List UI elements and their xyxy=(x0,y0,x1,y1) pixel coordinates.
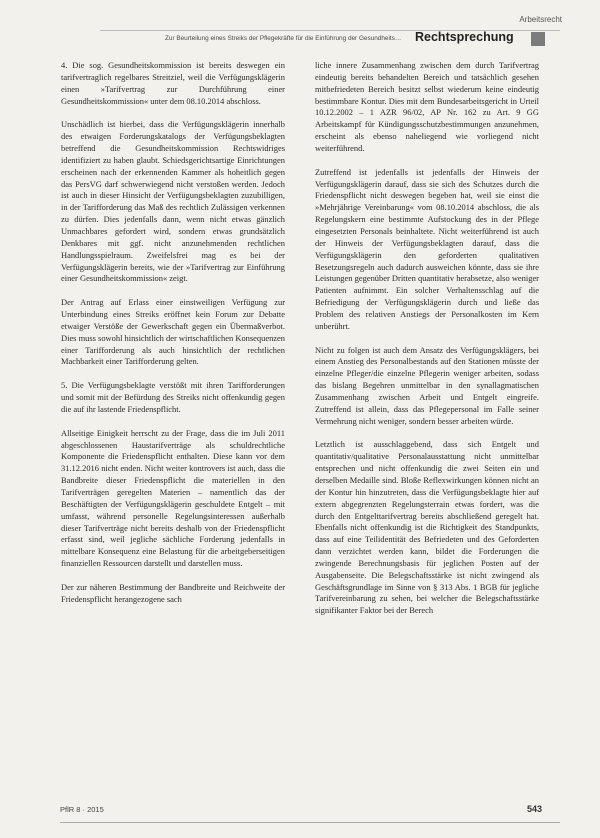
paragraph: 4. Die sog. Gesundheitskommission ist bereits deswegen ein tarifvertraglich regelbares Streitziel, weil die Verfügungsklägerin einen »Tarifvertrag zur Durchführung einer Gesundheitskommission« unter dem 08.10.2014 abschloss. xyxy=(61,60,285,106)
paragraph: Nicht zu folgen ist auch dem Ansatz des Verfügungsklägers, bei einem Anstieg des Personalbestands auf den Stationen müsste der einzelne Pfleger/die einzelne Pflegerin weniger arbeiten, sodass das bislang Begehren unmittelbar in den synallagmatischen Zusammenhang zwischen Arbeit und Entgelt eingreife. Zutreffend ist allein, dass das Pflegepersonal im Falle seiner Vermehrung nicht weniger, sondern besser arbeiten würde. xyxy=(315,344,539,426)
section-marker xyxy=(531,32,545,46)
paragraph: 5. Die Verfügungsbeklagte verstößt mit ihren Tarifforderungen und somit mit der Befürdung des Streiks nicht offenkundig gegen die auf ihr lastende Friedenspflicht. xyxy=(61,380,285,414)
paragraph: Allseitige Einigkeit herrscht zu der Frage, dass die im Juli 2011 abgeschlossenen Haustarifverträge als schuldrechtliche Komponente die Friedenspflicht enthalten. Diese kann vor dem 31.12.2016 nicht enden. Nicht weiter kontrovers ist auch, dass die Bandbreite dieser Friedenspflicht die materiellen in den Tarifverträgen geregelten Materien – namentlich das der Beschäftigten der Verfügungsklägerin geschuldete Entgelt – mit umfasst, während personelle Regelungsinteressen außerhalb dieser Tarifverträge nicht bereits deshalb von der Friedenspflicht erfasst sind, weil jegliche sächliche Forderung jedenfalls in mittelbare Konsequenz eine Belastung für die arbeitgeberseitigen finanziellen Ressourcen darstellt und darstellen muss. xyxy=(61,427,285,569)
footer-rule xyxy=(60,822,560,823)
running-head: Zur Beurteilung eines Streiks der Pflegekräfte für die Einführung der Gesundheits… xyxy=(165,35,402,42)
right-column xyxy=(315,60,539,629)
page-number: 543 xyxy=(526,804,542,814)
left-column xyxy=(61,60,285,618)
paragraph: Der Antrag auf Erlass einer einstweiligen Verfügung zur Unterbindung eines Streiks eröffnet kein Forum zur Debatte etwaiger Verstöße der Gewerkschaft gegen ein Übermaßverbot. Dies muss sowohl hinsichtlich der wirtschaftlichen Konsequenzen einer Tarifforderung als auch hinsichtlich der rechtlichen Machbarkeit einer Tarifforderung gelten. xyxy=(61,297,286,367)
paragraph: Letztlich ist ausschlaggebend, dass sich Entgelt und quantitativ/qualitative Personalausstattung nicht unmittelbar entsprechen und nicht offenkundig die zwei Seiten ein und derselben Medaille sind. Bloße Reflexwirkungen können nicht an der Kontur hin hinzutreten, dass die Verfügungsbeklagte hier auf extern abgegrenzten Regelungsterrain etwas fordert, was die durch den Entgelttarifvertrag bereits abschließend geregelt hat. Ebenfalls nicht offenkundig ist die Richtigkeit des Standpunkts, dass auf eine Teilidentität des Befriedeten und des Geforderten dann verzichtet werden kann, bildet die Forderungen die zwingende Berechnungsbasis für jeglichen Posten auf der Ausgabenseite. Die Belegschaftsstärke ist nicht zwingend als Geschäftsgrundlage im Sinne von § 313 Abs. 1 BGB für jegliche Tarifvereinbarung zu sehen, bei welcher die Belegschaftsstärke signifikanter Faktor bei der Berech xyxy=(315,439,539,616)
section-tag: Arbeitsrecht xyxy=(519,15,562,24)
paragraph: Zutreffend ist jedenfalls ist jedenfalls der Hinweis der Verfügungsklägerin darauf, dass sie sich des Schutzes durch die Friedenspflicht nicht deswegen begeben hat, weil sie einst die »Mehrjährige Vereinbarung« vom 08.10.2014 abschloss, die als Regelungskern eine bestimmte Aufstockung des in der Pflege eingesetzten Personals beinhaltete. Nicht weiterführend ist auch der Hinweis der Verfügungsbeklagten darauf, dass die Verfügungsklägerin den geforderten qualitativen Besetzungsregeln auch dadurch ausweichen könnte, dass sie ihre Leistungen gegenüber Dritten quantitativ herabsetze, also weniger Patienten aufnimmt. Ein solcher Verhaltensschlag auf die Befriedigung der Verfügungsklägerin durch und ließe das Problem des relativen Anstiegs der Personalkosten im Kern unberührt. xyxy=(315,166,539,331)
section-title: Rechtsprechung xyxy=(415,30,514,44)
paragraph: Der zur näheren Bestimmung der Bandbreite und Reichweite der Friedenspflicht herangezogene sach xyxy=(61,581,285,604)
journal-citation: PflR 8 · 2015 xyxy=(60,805,104,814)
paragraph: liche innere Zusammenhang zwischen dem durch Tarifvertrag eindeutig bereits behandelten Bereich und tatsächlich gesehen mitbefriedeten Bereich besitzt selbst wiederum keine eindeutig bestimmbare Kontur. Dies mit dem Bundesarbeitsgericht in Urteil 10.12.2002 – 1 AZR 96/02, AP Nr. 162 zu Art. 9 GG Arbeitskampf für Kündigungsschutzbestimmungen anzunehmen, erscheint als ebenso naheliegend wie vorliegend nicht weiterführend. xyxy=(315,60,539,153)
paragraph: Unschädlich ist hierbei, dass die Verfügungsklägerin innerhalb des etwaigen Forderungskatalogs der Verfügungsbeklagten betreffend die Gesundheitskommission Rechtswidriges identifiziert zu haben glaubt. Schiedsgerichtsartige Einrichtungen erscheinen nach der erkennenden Kammer als hoheitlich gegen das PersVG darf schwerwiegend nicht verstoßen werden. Jedoch ist auch in dieser Hinsicht der Verfügungsbeklagten zuzubilligen, in der Tarifforderung das Maß des rechtlich Zulässigen verkennen zu dürfen. Dies jedenfalls dann, wenn nicht etwas gänzlich Unmachbares gefordert wird, sondern etwas grundsätzlich Denkbares mit ggf. nicht anzunehmenden rechtlichen Handlungsspielraum. Zweifelsfrei mag es bei der Verfügungsklägerin bereits, wie der »Tarifvertrag zur Einführung einer Gesundheitskommission« zeigt. xyxy=(61,119,285,284)
